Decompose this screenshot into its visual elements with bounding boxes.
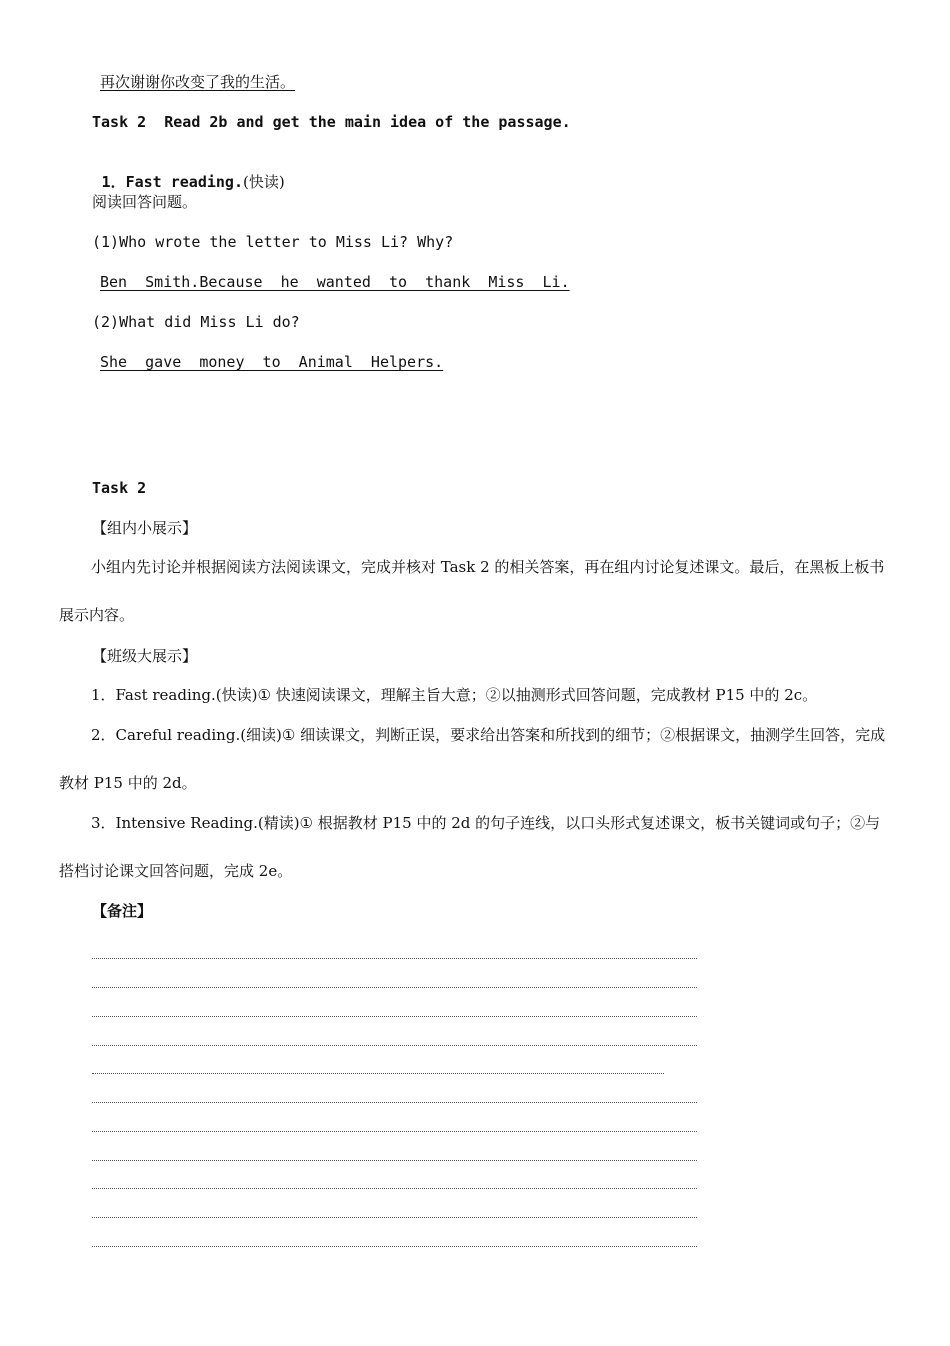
notes-line bbox=[92, 1102, 697, 1103]
fast-reading-paren: (快读) bbox=[242, 173, 285, 191]
notes-line bbox=[92, 1131, 697, 1132]
fast-reading-label: 1．Fast reading. bbox=[101, 173, 243, 191]
class-show-item-text: 2．Careful reading.(细读)① 细读课文，判断正误，要求给出答案和所找到的细节；②根据课文，抽测学生回答，完成教材 P15 中的 2d。 bbox=[59, 726, 886, 792]
class-show-item-3 bbox=[59, 799, 892, 895]
class-show-item-2 bbox=[59, 711, 892, 807]
notes-line bbox=[92, 1160, 697, 1161]
fast-reading-instruction: 阅读回答问题。 bbox=[92, 193, 198, 211]
group-show-text-body: 小组内先讨论并根据阅读方法阅读课文，完成并核对 Task 2 的相关答案，再在组内讨论复述课文。最后，在黑板上板书展示内容。 bbox=[59, 558, 885, 624]
question-1: (1)Who wrote the letter to Miss Li? Why? bbox=[92, 233, 454, 251]
notes-line bbox=[92, 1188, 697, 1189]
class-show-item-text: 1．Fast reading.(快读)① 快速阅读课文，理解主旨大意；②以抽测形式回答问题，完成教材 P15 中的 2c。 bbox=[91, 686, 818, 704]
class-show-heading: 【班级大展示】 bbox=[92, 647, 198, 665]
notes-line bbox=[92, 1217, 697, 1218]
notes-line bbox=[92, 958, 697, 959]
task2-label: Task 2 bbox=[92, 479, 147, 497]
notes-line bbox=[92, 987, 697, 988]
group-show-text bbox=[59, 543, 892, 639]
answer-translation: 再次谢谢你改变了我的生活。 bbox=[100, 73, 296, 91]
answer-1: Ben Smith.Because he wanted to thank Miss Li. bbox=[100, 273, 570, 291]
notes-line bbox=[92, 1045, 697, 1046]
notes-line bbox=[92, 1246, 697, 1247]
notes-line bbox=[92, 1016, 697, 1017]
class-show-item-text: 3．Intensive Reading.(精读)① 根据教材 P15 中的 2d 的句子连线，以口头形式复述课文，板书关键词或句子；②与搭档讨论课文回答问题，完成 2e。 bbox=[59, 814, 881, 880]
task2-heading: Task 2 Read 2b and get the main idea of the passage. bbox=[92, 113, 571, 131]
group-show-heading: 【组内小展示】 bbox=[92, 519, 198, 537]
answer-2: She gave money to Animal Helpers. bbox=[100, 353, 444, 371]
question-2: (2)What did Miss Li do? bbox=[92, 313, 300, 331]
notes-heading: 【备注】 bbox=[92, 902, 153, 920]
fast-reading-title bbox=[92, 152, 285, 192]
notes-line bbox=[92, 1073, 664, 1074]
